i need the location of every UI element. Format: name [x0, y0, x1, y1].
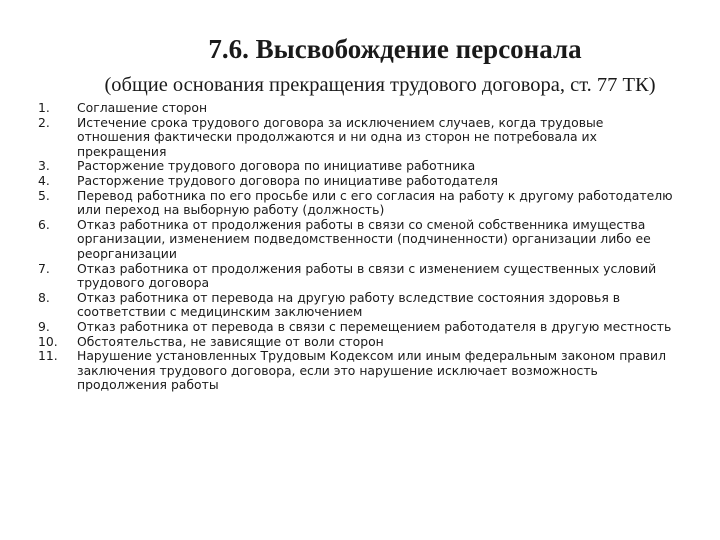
list-item-number: 1. [38, 100, 50, 115]
list-item-text: Отказ работника от продолжения работы в связи с изменением существенных условий трудового договора [77, 260, 657, 291]
list-item-text: Отказ работника от продолжения работы в связи со сменой собственника имущества организации, изменением подведомственности (подчиненности) организации либо ее реорганизации [77, 216, 651, 261]
list-item [38, 291, 678, 320]
list-item-number: 4. [38, 172, 50, 188]
list-item-text: Отказ работника от перевода на другую работу вследствие состояния здоровья в соответствии с медицинским заключением [77, 289, 621, 320]
list-item-text: Соглашение сторон [77, 100, 208, 115]
list-item [38, 335, 678, 350]
list-item-number: 6. [38, 216, 50, 232]
slide-subtitle: (общие основания прекращения трудового договора, ст. 77 ТК) [104, 74, 656, 96]
list-item [38, 320, 678, 335]
list-item-text: Нарушение установленных Трудовым Кодексом или иным федеральным законом правил заключения трудового договора, если это нарушение исключает возможность продолжения работы [77, 348, 667, 393]
list-item-number: 9. [38, 318, 50, 334]
list-item-number: 5. [38, 187, 50, 203]
slide-title: 7.6. Высвобождение персонала [208, 34, 582, 64]
list-item-text: Истечение срока трудового договора за исключением случаев, когда трудовые отношения фактически продолжаются и ни одна из сторон не потребовала их прекращения [77, 114, 604, 159]
grounds-list [38, 101, 678, 393]
list-item-number: 2. [38, 114, 50, 130]
list-item-number: 10. [38, 333, 58, 349]
list-item [38, 218, 678, 262]
list-item-text: Отказ работника от перевода в связи с перемещением работодателя в другую местность [77, 318, 672, 334]
list-item [38, 262, 678, 291]
list-item-number: 7. [38, 260, 50, 276]
list-item [38, 349, 678, 393]
list-item-text: Расторжение трудового договора по инициативе работника [77, 158, 476, 174]
list-item [38, 101, 678, 116]
list-item-text: Перевод работника по его просьбе или с его согласия на работу к другому работодателю или переход на выборную работу (должность) [77, 187, 673, 218]
list-item-text: Расторжение трудового договора по инициативе работодателя [77, 172, 498, 188]
list-item [38, 159, 678, 174]
list-item-text: Обстоятельства, не зависящие от воли сторон [77, 333, 384, 349]
list-item-number: 3. [38, 158, 50, 174]
list-item [38, 174, 678, 189]
list-item [38, 116, 678, 160]
list-item [38, 189, 678, 218]
list-item-number: 8. [38, 289, 50, 305]
list-item-number: 11. [38, 348, 58, 364]
